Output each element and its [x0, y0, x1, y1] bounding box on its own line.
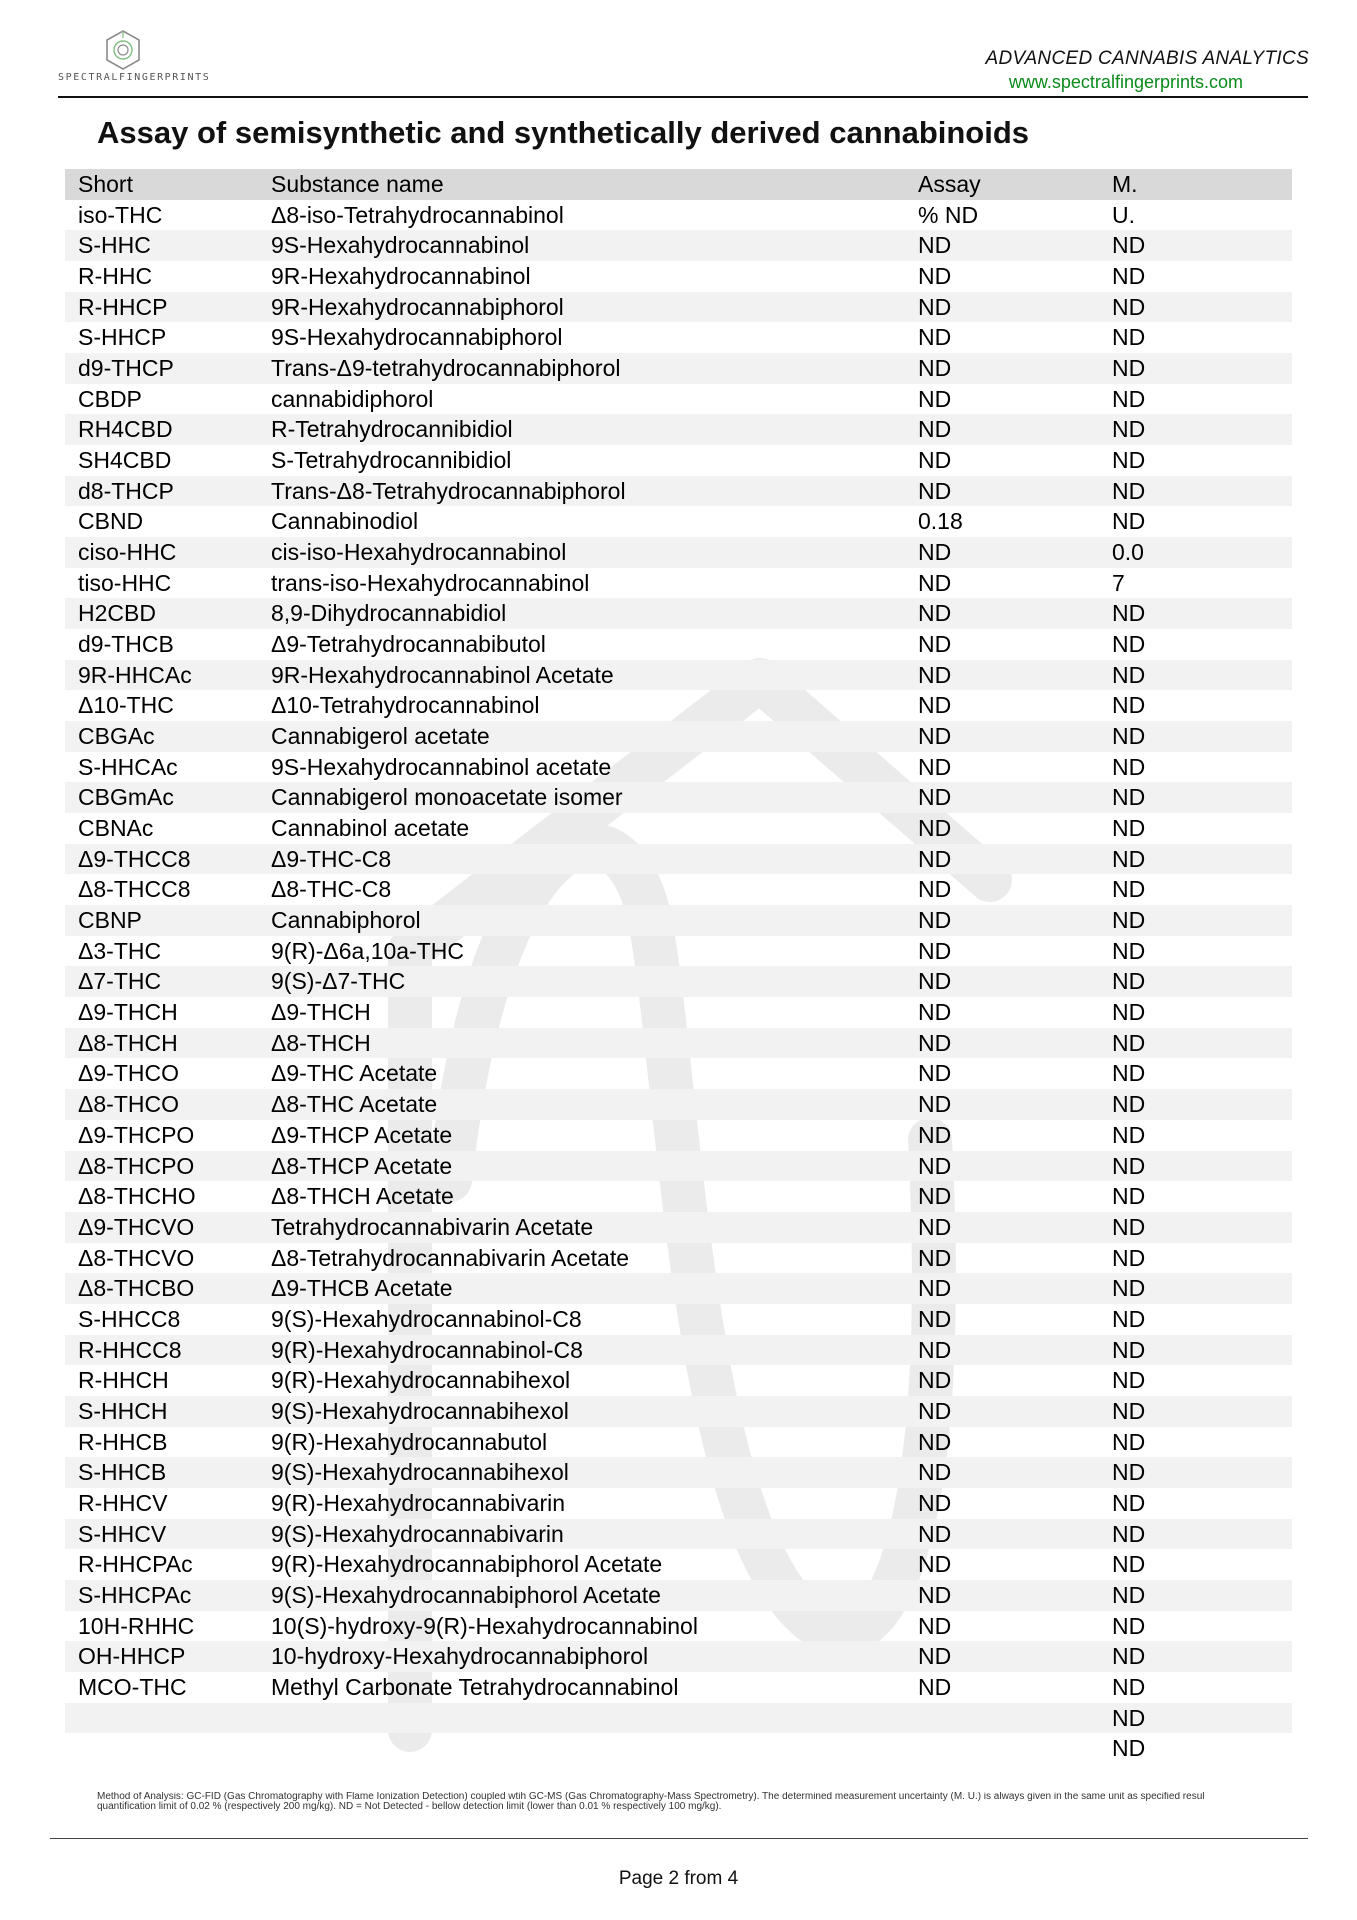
cell-short: CBGmAc [78, 784, 174, 811]
table-row [65, 1580, 1292, 1611]
cell-mu: ND [1112, 784, 1146, 811]
cell-short: d9-THCP [78, 355, 174, 382]
cell-assay: ND [918, 1428, 952, 1455]
cell-mu: ND [1112, 1183, 1146, 1210]
cell-assay: ND [918, 845, 952, 872]
cell-substance-name: 9(S)-Hexahydrocannabivarin [271, 1520, 564, 1547]
cell-mu: ND [1112, 1704, 1146, 1731]
table-row [65, 936, 1292, 967]
cell-short: SH4CBD [78, 447, 172, 474]
cell-substance-name: 9S-Hexahydrocannabinol [271, 232, 530, 259]
cell-mu: ND [1112, 324, 1146, 351]
cell-assay: ND [918, 1581, 952, 1608]
cell-assay: ND [918, 385, 952, 412]
cell-mu: ND [1112, 1244, 1146, 1271]
cell-assay: ND [918, 477, 952, 504]
cell-substance-name: Δ9-THCP Acetate [271, 1121, 453, 1148]
cell-assay: ND [918, 815, 952, 842]
cell-mu: ND [1112, 937, 1146, 964]
cell-assay: ND [918, 1213, 952, 1240]
cell-assay: ND [918, 1275, 952, 1302]
cell-assay: 0.18 [918, 508, 963, 535]
cell-short: iso-THC [78, 201, 163, 228]
cell-mu: ND [1112, 1428, 1146, 1455]
table-row [65, 1427, 1292, 1458]
table-row [65, 1151, 1292, 1182]
cell-substance-name: 9(R)-Hexahydrocannabivarin [271, 1489, 566, 1516]
cell-short: S-HHC [78, 232, 151, 259]
cell-assay: ND [918, 907, 952, 934]
cell-short: S-HHCP [78, 324, 167, 351]
cell-mu: ND [1112, 1735, 1146, 1762]
cell-mu: ND [1112, 1029, 1146, 1056]
cell-substance-name: Cannabiphorol [271, 907, 421, 934]
cell-mu: ND [1112, 968, 1146, 995]
cell-short: Δ7-THC [78, 968, 162, 995]
page-number: Page 2 from 4 [618, 1868, 739, 1889]
cell-assay: ND [918, 1305, 952, 1332]
cell-mu: ND [1112, 416, 1146, 443]
cell-mu: ND [1112, 447, 1146, 474]
cell-substance-name: 10-hydroxy-Hexahydrocannabiphorol [271, 1643, 649, 1670]
cell-assay: ND [918, 355, 952, 382]
brand-block [986, 48, 1309, 93]
table-row [65, 1212, 1292, 1243]
cell-assay: ND [918, 1091, 952, 1118]
cell-short: CBNAc [78, 815, 154, 842]
footer-divider [50, 1838, 1308, 1839]
table-row [65, 1181, 1292, 1212]
footnote-line-1: Method of Analysis: GC-FID (Gas Chromatography with Flame Ionization Detection) coupled wtih GC-MS (Gas Chromatography-Mass Spectrometry). The determined measurement uncertainty (M. U.) is always given in the same unit as specified resul [97, 1792, 1205, 1802]
cell-short: Δ9-THCVO [78, 1213, 195, 1240]
cell-substance-name: R-Tetrahydrocannibidiol [271, 416, 513, 443]
cell-short: R-HHCH [78, 1367, 169, 1394]
cell-mu: ND [1112, 1489, 1146, 1516]
cell-assay: ND [918, 661, 952, 688]
table-row [65, 1243, 1292, 1274]
table-row [65, 1672, 1292, 1703]
table-row [65, 1703, 1292, 1734]
method-footnote [97, 1792, 1357, 1812]
table-row [65, 844, 1292, 875]
cell-substance-name: Δ8-THC-C8 [271, 876, 392, 903]
cell-mu: ND [1112, 508, 1146, 535]
cell-mu: ND [1112, 1336, 1146, 1363]
table-row [65, 322, 1292, 353]
cell-short: 9R-HHCAc [78, 661, 192, 688]
cell-short: Δ8-THCHO [78, 1183, 196, 1210]
table-row [65, 1611, 1292, 1642]
cell-short: RH4CBD [78, 416, 173, 443]
cell-mu: ND [1112, 845, 1146, 872]
table-header-row [65, 169, 1292, 200]
cell-short: S-HHCH [78, 1397, 168, 1424]
table-row [65, 690, 1292, 721]
table-row [65, 200, 1292, 231]
table-row [65, 568, 1292, 599]
cell-mu: ND [1112, 1305, 1146, 1332]
table-row [65, 1089, 1292, 1120]
cell-short: R-HHC [78, 263, 153, 290]
cell-substance-name: Cannabinol acetate [271, 815, 470, 842]
table-row [65, 1058, 1292, 1089]
table-row [65, 1273, 1292, 1304]
cell-substance-name: 9S-Hexahydrocannabiphorol [271, 324, 563, 351]
table-row [65, 1457, 1292, 1488]
cell-mu: ND [1112, 692, 1146, 719]
header-divider [58, 96, 1308, 98]
cell-assay: ND [918, 447, 952, 474]
cell-assay: % ND [918, 201, 979, 228]
cell-assay: ND [918, 569, 952, 596]
cell-substance-name: Δ9-THC Acetate [271, 1060, 438, 1087]
cell-short: Δ8-THCVO [78, 1244, 195, 1271]
table-row [65, 721, 1292, 752]
cell-short: R-HHCB [78, 1428, 168, 1455]
cell-assay: ND [918, 600, 952, 627]
cell-assay: ND [918, 1029, 952, 1056]
cell-substance-name: 8,9-Dihydrocannabidiol [271, 600, 507, 627]
table-row [65, 1120, 1292, 1151]
cell-mu: ND [1112, 1520, 1146, 1547]
cell-assay: ND [918, 293, 952, 320]
cell-mu: ND [1112, 232, 1146, 259]
table-row [65, 230, 1292, 261]
cell-short: H2CBD [78, 600, 156, 627]
table-row [65, 445, 1292, 476]
cell-substance-name: Cannabigerol acetate [271, 723, 490, 750]
cell-assay: ND [918, 324, 952, 351]
cell-mu: ND [1112, 723, 1146, 750]
table-row [65, 1641, 1292, 1672]
cell-short: d8-THCP [78, 477, 174, 504]
cell-substance-name: Δ9-THCH [271, 999, 371, 1026]
header-short: Short [78, 171, 133, 197]
cell-substance-name: 9(S)-Hexahydrocannabiphorol Acetate [271, 1581, 661, 1608]
cell-mu: ND [1112, 1459, 1146, 1486]
cell-substance-name: 9R-Hexahydrocannabinol Acetate [271, 661, 614, 688]
cell-short: S-HHCPAc [78, 1581, 192, 1608]
cell-short: Δ9-THCH [78, 999, 178, 1026]
cell-short: S-HHCB [78, 1459, 167, 1486]
table-row [65, 476, 1292, 507]
cell-short: R-HHCPAc [78, 1551, 193, 1578]
cell-assay: ND [918, 631, 952, 658]
table-row [65, 261, 1292, 292]
cell-substance-name: Δ8-THCH [271, 1029, 371, 1056]
cell-mu: ND [1112, 907, 1146, 934]
cell-substance-name: Trans-Δ9-tetrahydrocannabiphorol [271, 355, 621, 382]
table-row [65, 1365, 1292, 1396]
cell-short: Δ8-THCBO [78, 1275, 195, 1302]
cell-mu: ND [1112, 1367, 1146, 1394]
cell-mu: ND [1112, 1673, 1146, 1700]
cell-substance-name: cis-iso-Hexahydrocannabinol [271, 539, 567, 566]
table-row [65, 353, 1292, 384]
cell-assay: ND [918, 968, 952, 995]
cell-short: Δ9-THCPO [78, 1121, 195, 1148]
table-row [65, 997, 1292, 1028]
cell-mu: ND [1112, 753, 1146, 780]
cell-assay: ND [918, 1183, 952, 1210]
cell-assay: ND [918, 876, 952, 903]
table-row [65, 1335, 1292, 1366]
cell-substance-name: Δ8-iso-Tetrahydrocannabinol [271, 201, 564, 228]
table-row [65, 629, 1292, 660]
cell-short: Δ8-THCO [78, 1091, 179, 1118]
spectral-fingerprints-logo-icon [103, 28, 143, 72]
cell-short: CBDP [78, 385, 142, 412]
cell-mu: ND [1112, 1213, 1146, 1240]
cell-substance-name: cannabidiphorol [271, 385, 434, 412]
cell-substance-name: Δ9-Tetrahydrocannabibutol [271, 631, 546, 658]
cell-mu: ND [1112, 385, 1146, 412]
table-row [65, 1733, 1292, 1764]
table-row [65, 660, 1292, 691]
cell-substance-name: Tetrahydrocannabivarin Acetate [271, 1213, 594, 1240]
cell-mu: ND [1112, 876, 1146, 903]
table-row [65, 813, 1292, 844]
cell-mu: ND [1112, 600, 1146, 627]
company-logo [58, 28, 211, 90]
cell-substance-name: 9(S)-Hexahydrocannabihexol [271, 1459, 569, 1486]
cell-assay: ND [918, 1336, 952, 1363]
table-row [65, 1549, 1292, 1580]
cell-assay: ND [918, 1489, 952, 1516]
cell-mu: ND [1112, 1121, 1146, 1148]
cell-assay: ND [918, 1612, 952, 1639]
cell-substance-name: 9(S)-Hexahydrocannabinol-C8 [271, 1305, 582, 1332]
cell-mu: ND [1112, 661, 1146, 688]
cell-mu: ND [1112, 477, 1146, 504]
cell-substance-name: Trans-Δ8-Tetrahydrocannabiphorol [271, 477, 626, 504]
cell-assay: ND [918, 1397, 952, 1424]
cell-substance-name: Cannabinodiol [271, 508, 419, 535]
cell-assay: ND [918, 1152, 952, 1179]
cell-mu: ND [1112, 1643, 1146, 1670]
cell-mu: U. [1112, 201, 1135, 228]
table-row [65, 598, 1292, 629]
cell-mu: ND [1112, 631, 1146, 658]
table-row [65, 1488, 1292, 1519]
cell-short: d9-THCB [78, 631, 174, 658]
cell-short: R-HHCV [78, 1489, 168, 1516]
cell-short: Δ8-THCPO [78, 1152, 195, 1179]
cell-short: S-HHCAc [78, 753, 178, 780]
cell-short: Δ9-THCO [78, 1060, 179, 1087]
cell-assay: ND [918, 1643, 952, 1670]
cell-substance-name: Cannabigerol monoacetate isomer [271, 784, 623, 811]
cell-mu: 7 [1112, 569, 1125, 596]
table-row [65, 537, 1292, 568]
cell-assay: ND [918, 539, 952, 566]
results-table [65, 169, 1292, 1764]
cell-assay: ND [918, 1121, 952, 1148]
header-assay: Assay [918, 171, 981, 197]
cell-short: CBGAc [78, 723, 155, 750]
cell-substance-name: 9(R)-Hexahydrocannabinol-C8 [271, 1336, 583, 1363]
cell-mu: ND [1112, 1060, 1146, 1087]
cell-short: MCO-THC [78, 1673, 187, 1700]
cell-substance-name: 9R-Hexahydrocannabiphorol [271, 293, 564, 320]
footnote-line-2: quantification limit of 0.02 % (respectively 200 mg/kg). ND = Not Detected - bellow detection limit (lower than 0.01 % respectively 100 mg/kg). [97, 1801, 722, 1812]
cell-short: CBND [78, 508, 144, 535]
cell-mu: ND [1112, 1091, 1146, 1118]
cell-substance-name: Δ8-Tetrahydrocannabivarin Acetate [271, 1244, 630, 1271]
cell-substance-name: Methyl Carbonate Tetrahydrocannabinol [271, 1673, 679, 1700]
cell-substance-name: 9(S)-Δ7-THC [271, 968, 406, 995]
cell-substance-name: 9(S)-Hexahydrocannabihexol [271, 1397, 569, 1424]
cell-mu: ND [1112, 355, 1146, 382]
table-row [65, 1519, 1292, 1550]
cell-short: 10H-RHHC [78, 1612, 195, 1639]
cell-mu: ND [1112, 293, 1146, 320]
cell-substance-name: trans-iso-Hexahydrocannabinol [271, 569, 590, 596]
cell-substance-name: Δ10-Tetrahydrocannabinol [271, 692, 540, 719]
cell-assay: ND [918, 999, 952, 1026]
cell-substance-name: 9S-Hexahydrocannabinol acetate [271, 753, 612, 780]
cell-substance-name: 9(R)-Hexahydrocannabutol [271, 1428, 548, 1455]
table-row [65, 1304, 1292, 1335]
cell-assay: ND [918, 723, 952, 750]
cell-mu: ND [1112, 1275, 1146, 1302]
cell-substance-name: 10(S)-hydroxy-9(R)-Hexahydrocannabinol [271, 1612, 698, 1639]
cell-substance-name: Δ9-THC-C8 [271, 845, 392, 872]
table-row [65, 384, 1292, 415]
cell-assay: ND [918, 1673, 952, 1700]
table-row [65, 905, 1292, 936]
cell-short: OH-HHCP [78, 1643, 186, 1670]
cell-assay: ND [918, 263, 952, 290]
cell-assay: ND [918, 753, 952, 780]
cell-short: Δ8-THCC8 [78, 876, 191, 903]
cell-substance-name: 9(R)-Δ6a,10a-THC [271, 937, 465, 964]
table-row [65, 874, 1292, 905]
table-body [65, 200, 1292, 1764]
cell-substance-name: Δ8-THCP Acetate [271, 1152, 453, 1179]
cell-substance-name: Δ8-THC Acetate [271, 1091, 438, 1118]
cell-assay: ND [918, 232, 952, 259]
cell-assay: ND [918, 1520, 952, 1547]
brand-name: ADVANCED CANNABIS ANALYTICS [985, 48, 1309, 69]
cell-substance-name: Δ9-THCB Acetate [271, 1275, 453, 1302]
cell-assay: ND [918, 1367, 952, 1394]
cell-substance-name: Δ8-THCH Acetate [271, 1183, 454, 1210]
cell-short: R-HHCP [78, 293, 168, 320]
cell-mu: ND [1112, 1152, 1146, 1179]
cell-assay: ND [918, 416, 952, 443]
page-title: Assay of semisynthetic and synthetically derived cannabinoids [97, 115, 1030, 150]
cell-short: CBNP [78, 907, 142, 934]
table-row [65, 782, 1292, 813]
cell-short: ciso-HHC [78, 539, 177, 566]
cell-short: tiso-HHC [78, 569, 172, 596]
cell-assay: ND [918, 1551, 952, 1578]
cell-short: R-HHCC8 [78, 1336, 182, 1363]
table-row [65, 292, 1292, 323]
header-substance-name: Substance name [271, 171, 444, 197]
brand-url[interactable]: www.spectralfingerprints.com [1008, 72, 1243, 92]
cell-short: Δ8-THCH [78, 1029, 178, 1056]
table-row [65, 414, 1292, 445]
cell-substance-name: 9(R)-Hexahydrocannabiphorol Acetate [271, 1551, 663, 1578]
cell-mu: ND [1112, 1551, 1146, 1578]
cell-assay: ND [918, 1459, 952, 1486]
cell-mu: ND [1112, 1397, 1146, 1424]
table-row [65, 1028, 1292, 1059]
logo-text: SPECTRALFINGERPRINTS [58, 72, 211, 83]
table-row [65, 966, 1292, 997]
table-row [65, 752, 1292, 783]
cell-mu: 0.0 [1112, 539, 1144, 566]
cell-assay: ND [918, 937, 952, 964]
cell-assay: ND [918, 784, 952, 811]
cell-short: Δ3-THC [78, 937, 162, 964]
table-row [65, 1396, 1292, 1427]
cell-mu: ND [1112, 1581, 1146, 1608]
cell-short: Δ9-THCC8 [78, 845, 191, 872]
cell-mu: ND [1112, 1612, 1146, 1639]
cell-short: S-HHCC8 [78, 1305, 181, 1332]
cell-substance-name: 9R-Hexahydrocannabinol [271, 263, 531, 290]
cell-assay: ND [918, 692, 952, 719]
cell-substance-name: S-Tetrahydrocannibidiol [271, 447, 512, 474]
cell-assay: ND [918, 1060, 952, 1087]
cell-mu: ND [1112, 815, 1146, 842]
table-row [65, 506, 1292, 537]
header-mu: M. [1112, 171, 1138, 197]
cell-short: Δ10-THC [78, 692, 174, 719]
cell-mu: ND [1112, 263, 1146, 290]
cell-short: S-HHCV [78, 1520, 167, 1547]
cell-assay: ND [918, 1244, 952, 1271]
cell-substance-name: 9(R)-Hexahydrocannabihexol [271, 1367, 571, 1394]
cell-mu: ND [1112, 999, 1146, 1026]
